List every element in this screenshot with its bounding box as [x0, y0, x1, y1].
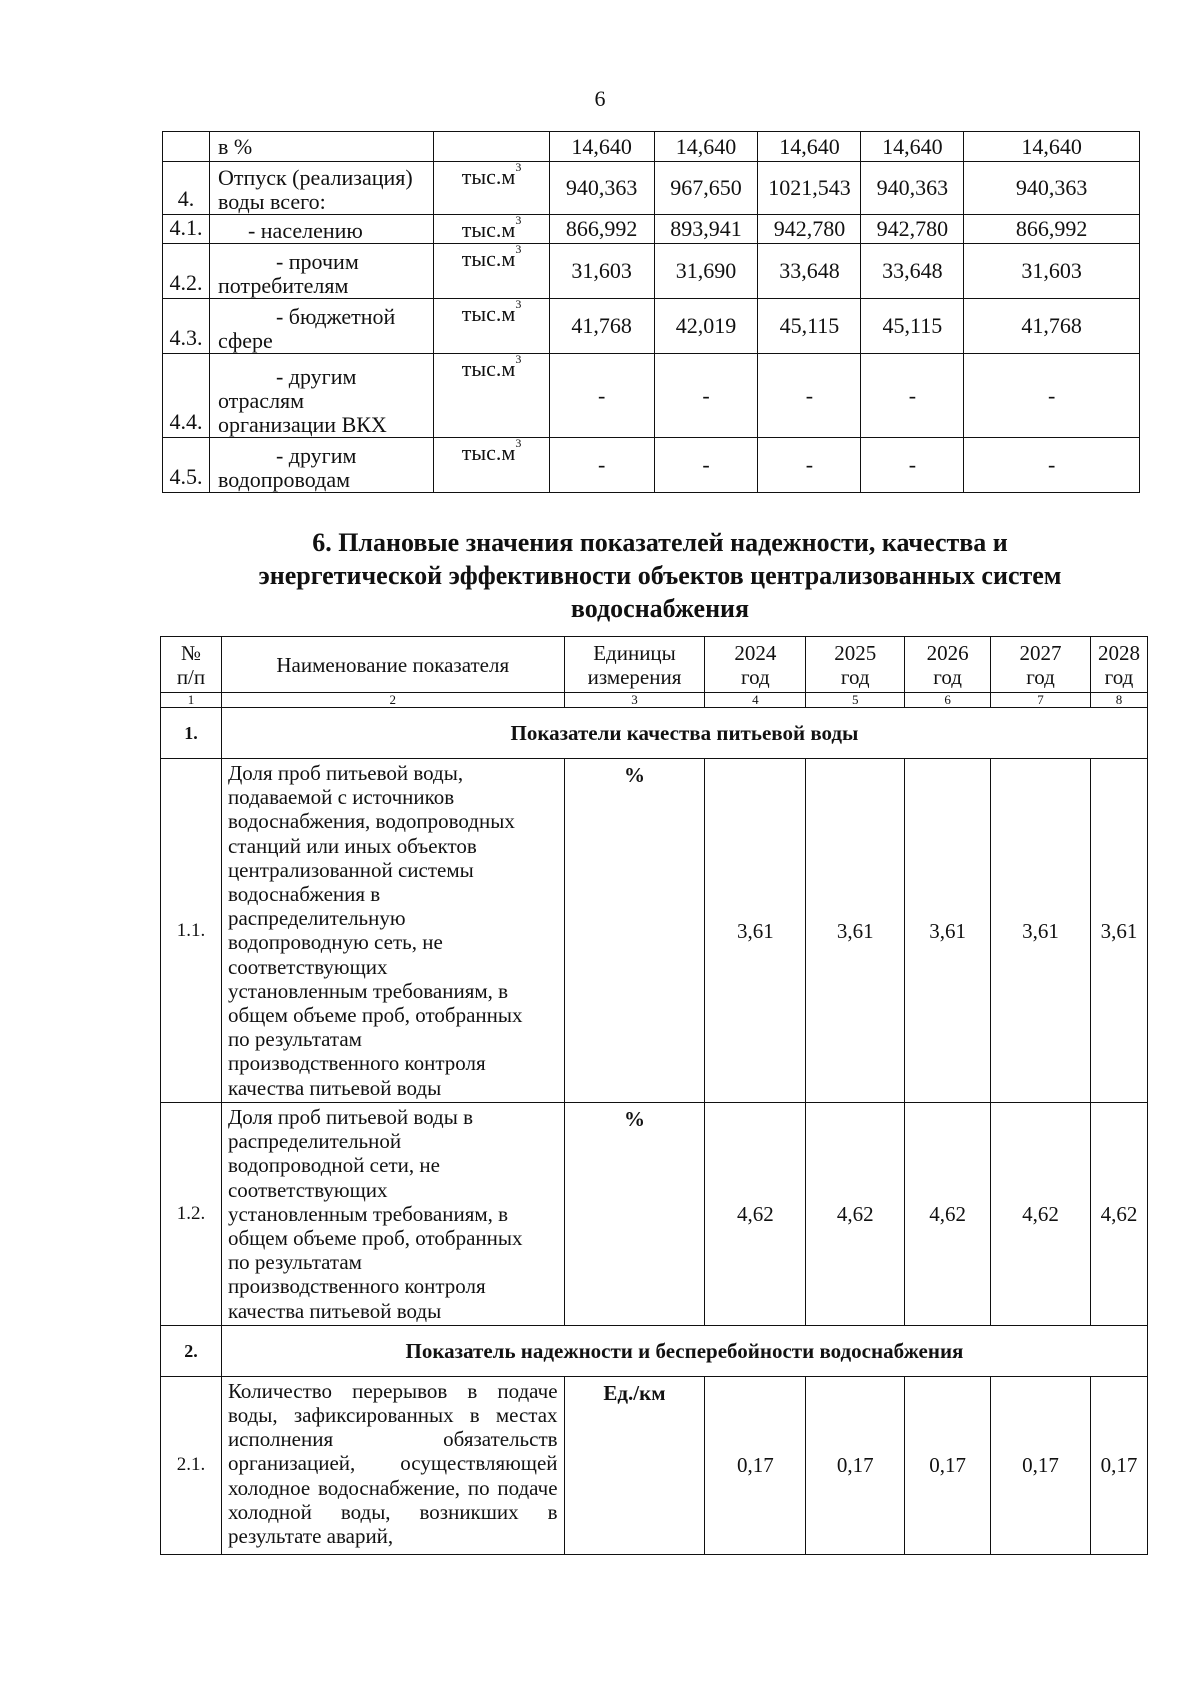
header-unit: Единицы измерения: [564, 637, 705, 693]
table-row: [163, 299, 1140, 354]
row-name: - прочим потребителям: [209, 244, 433, 299]
unit-cell: $тыс.м^3$: [433, 162, 549, 215]
value-cell: 31,690: [654, 244, 758, 299]
column-index-row: 1 2 3 4 5 6 7 8: [161, 693, 1148, 708]
value-cell: 0,17: [806, 1376, 905, 1554]
value-cell: 4,62: [905, 1103, 991, 1326]
value-cell: -: [758, 438, 861, 493]
value-cell: -: [654, 438, 758, 493]
row-number: 2.1.: [161, 1376, 222, 1554]
value-cell: 45,115: [758, 299, 861, 354]
value-cell: 14,640: [654, 132, 758, 162]
table-row: [161, 759, 1148, 1103]
table-row: [163, 215, 1140, 244]
value-cell: 940,363: [549, 162, 654, 215]
indicator-description: Доля проб питьевой воды в распределительной водопроводной сети, не соответствующих установленным требованиям, в общем объеме проб, отобранных по результатам производственного контроля качества питьевой воды: [221, 1103, 564, 1326]
value-cell: 41,768: [964, 299, 1140, 354]
indicator-description: Количество перерывов в подаче воды, зафиксированных в местах исполнения обязательств организацией, осуществляющей холодное водоснабжение, по подаче холодной воды, возникших в результате аварий,: [221, 1376, 564, 1554]
header-year: 2026 год: [905, 637, 991, 693]
row-name: - бюджетной сфере: [209, 299, 433, 354]
value-cell: -: [549, 354, 654, 438]
row-number: 4.5.: [163, 438, 210, 493]
value-cell: 4,62: [991, 1103, 1091, 1326]
value-cell: -: [758, 354, 861, 438]
value-cell: 4,62: [705, 1103, 806, 1326]
value-cell: 14,640: [964, 132, 1140, 162]
table-row: [161, 1376, 1148, 1554]
section-title: Показатель надежности и бесперебойности водоснабжения: [221, 1325, 1147, 1376]
row-number: 4.2.: [163, 244, 210, 299]
water-supply-table-continuation: [162, 131, 1140, 493]
indicator-description: Доля проб питьевой воды, подаваемой с источников водоснабжения, водопроводных станций или иных объектов централизованной системы водоснабжения в распределительную водопроводную сеть, не соответствующих установленным требованиям, в общем объеме проб, отобранных по результатам производственного контроля качества питьевой воды: [221, 759, 564, 1103]
unit-cell: $тыс.м^3$: [433, 354, 549, 438]
unit-cell: %: [564, 759, 705, 1103]
header-year: 2024 год: [705, 637, 806, 693]
value-cell: 3,61: [806, 759, 905, 1103]
value-cell: 31,603: [964, 244, 1140, 299]
unit-cell: $тыс.м^3$: [433, 215, 549, 244]
section-heading: 6. Плановые значения показателей надежности, качества и энергетической эффективности объектов централизованных систем водоснабжения: [258, 528, 1062, 623]
row-number: 4.3.: [163, 299, 210, 354]
indicators-table: [160, 636, 1148, 1555]
value-cell: 866,992: [549, 215, 654, 244]
value-cell: 3,61: [905, 759, 991, 1103]
value-cell: 0,17: [905, 1376, 991, 1554]
value-cell: 866,992: [964, 215, 1140, 244]
table-row: [163, 162, 1140, 215]
value-cell: 41,768: [549, 299, 654, 354]
unit-cell: $тыс.м^3$: [433, 244, 549, 299]
section-row: [161, 1325, 1148, 1376]
value-cell: 3,61: [1090, 759, 1147, 1103]
unit-cell: %: [564, 1103, 705, 1326]
value-cell: -: [549, 438, 654, 493]
value-cell: 14,640: [758, 132, 861, 162]
section-number: 1.: [161, 708, 222, 759]
value-cell: 942,780: [861, 215, 964, 244]
row-number: 4.: [163, 162, 210, 215]
section-title: Показатели качества питьевой воды: [221, 708, 1147, 759]
value-cell: 0,17: [1090, 1376, 1147, 1554]
value-cell: 4,62: [806, 1103, 905, 1326]
value-cell: 42,019: [654, 299, 758, 354]
header-name: Наименование показателя: [221, 637, 564, 693]
value-cell: -: [654, 354, 758, 438]
row-name: - другим водопроводам: [209, 438, 433, 493]
table-row: [163, 132, 1140, 162]
row-number: 4.4.: [163, 354, 210, 438]
table-row: [163, 244, 1140, 299]
row-number: 1.2.: [161, 1103, 222, 1326]
unit-cell: Ед./км: [564, 1376, 705, 1554]
value-cell: -: [964, 354, 1140, 438]
table-header-row: [161, 637, 1148, 693]
section-number: 2.: [161, 1325, 222, 1376]
value-cell: 967,650: [654, 162, 758, 215]
value-cell: -: [964, 438, 1140, 493]
header-year: 2025 год: [806, 637, 905, 693]
value-cell: 45,115: [861, 299, 964, 354]
header-year: 2028 год: [1090, 637, 1147, 693]
header-year: 2027 год: [991, 637, 1091, 693]
value-cell: 1021,543: [758, 162, 861, 215]
value-cell: 14,640: [861, 132, 964, 162]
unit-cell: $тыс.м^3$: [433, 299, 549, 354]
value-cell: 4,62: [1090, 1103, 1147, 1326]
page-number: 6: [594, 86, 606, 111]
value-cell: 3,61: [991, 759, 1091, 1103]
value-cell: 893,941: [654, 215, 758, 244]
row-name: в %: [209, 132, 433, 162]
value-cell: 0,17: [705, 1376, 806, 1554]
value-cell: 14,640: [549, 132, 654, 162]
value-cell: 33,648: [861, 244, 964, 299]
row-number: 1.1.: [161, 759, 222, 1103]
row-name: Отпуск (реализация) воды всего:: [209, 162, 433, 215]
value-cell: 940,363: [964, 162, 1140, 215]
unit-cell: $тыс.м^3$: [433, 438, 549, 493]
value-cell: 0,17: [991, 1376, 1091, 1554]
section-row: [161, 708, 1148, 759]
table-row: [161, 1103, 1148, 1326]
row-number: 4.1.: [163, 215, 210, 244]
value-cell: 942,780: [758, 215, 861, 244]
row-name: - другим отраслям организации ВКХ: [209, 354, 433, 438]
header-num: № п/п: [161, 637, 222, 693]
value-cell: -: [861, 438, 964, 493]
value-cell: -: [861, 354, 964, 438]
table-row: [163, 354, 1140, 438]
value-cell: 33,648: [758, 244, 861, 299]
value-cell: 31,603: [549, 244, 654, 299]
table-row: [163, 438, 1140, 493]
value-cell: 3,61: [705, 759, 806, 1103]
row-name: - населению: [209, 215, 433, 244]
value-cell: 940,363: [861, 162, 964, 215]
